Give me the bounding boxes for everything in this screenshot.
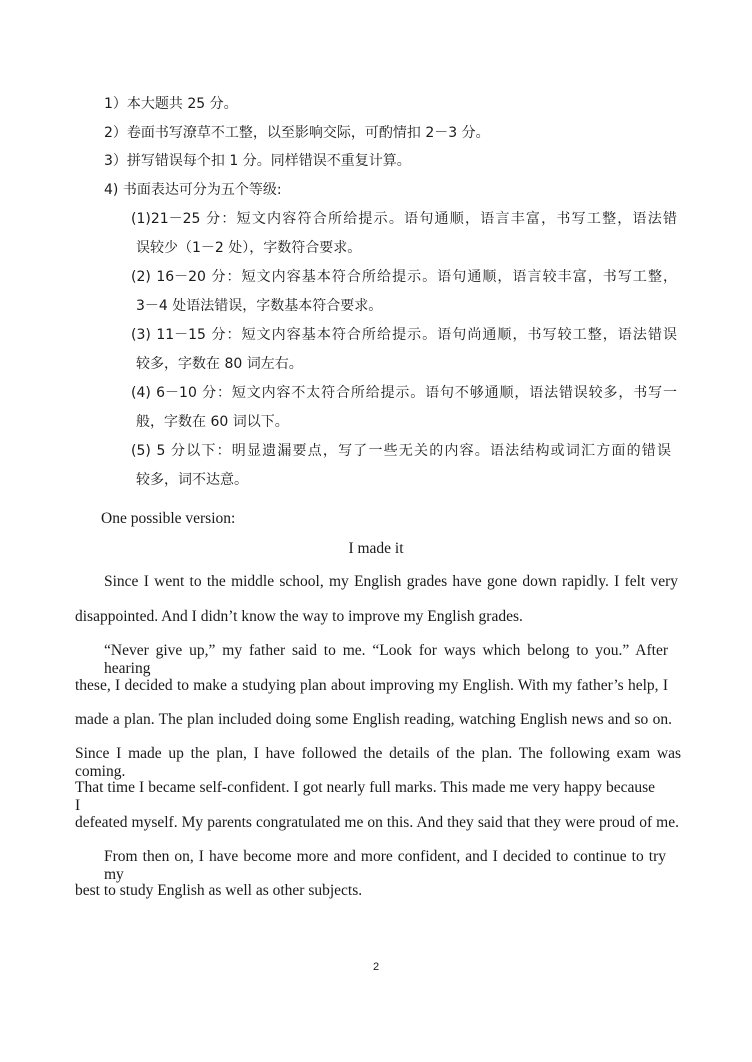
grade-level-1-line-2: 误较少（1－2 处），字数符合要求。 — [136, 240, 362, 256]
essay-line-2: disappointed. And I didn’t know the way to improve my English grades. — [75, 608, 523, 625]
essay-line-7: That time I became self-confident. I got nearly full marks. This made me very happy because I — [75, 779, 655, 814]
grade-level-5-line-1: (5) 5 分以下：明显遗漏要点，写了一些无关的内容。语法结构或词汇方面的错误 — [131, 443, 671, 459]
page-number: 2 — [372, 961, 380, 973]
essay-line-5: made a plan. The plan included doing some English reading, watching English news and so on. — [75, 711, 672, 728]
essay-line-6: Since I made up the plan, I have followed the details of the plan. The following exam was coming. — [75, 745, 681, 780]
grade-level-3-line-1: (3) 11－15 分：短文内容基本符合所给提示。语句尚通顺，书写较工整，语法错误 — [131, 327, 677, 343]
grade-level-4-line-1: (4) 6－10 分：短文内容不太符合所给提示。语句不够通顺，语法错误较多，书写一 — [131, 385, 677, 401]
essay-line-8: defeated myself. My parents congratulated me on this. And they said that they were proud of me. — [75, 814, 679, 831]
rubric-item-1: 1）本大题共 25 分。 — [104, 96, 238, 112]
grade-level-2-line-1: (2) 16－20 分：短文内容基本符合所给提示。语句通顺，语言较丰富，书写工整， — [131, 269, 677, 285]
rubric-item-3: 3）拼写错误每个扣 1 分。同样错误不重复计算。 — [104, 153, 411, 169]
grade-level-4-line-2: 般，字数在 60 词以下。 — [136, 414, 289, 430]
grade-level-2-line-2: 3－4 处语法错误，字数基本符合要求。 — [136, 298, 383, 314]
rubric-item-4: 4) 书面表达可分为五个等级: — [104, 182, 282, 198]
essay-line-3: “Never give up,” my father said to me. “Look for ways which belong to you.” After hearing — [104, 642, 668, 677]
grade-level-3-line-2: 较多，字数在 80 词左右。 — [136, 356, 303, 372]
essay-line-1: Since I went to the middle school, my English grades have gone down rapidly. I felt very — [104, 573, 678, 590]
essay-title: I made it — [348, 540, 404, 557]
grade-level-1-line-1: (1)21－25 分：短文内容符合所给提示。语句通顺，语言丰富，书写工整，语法错 — [131, 211, 677, 227]
essay-line-4: these, I decided to make a studying plan about improving my English. With my father’s help, I — [75, 677, 668, 694]
essay-line-10: best to study English as well as other subjects. — [75, 882, 363, 899]
grade-level-5-line-2: 较多，词不达意。 — [136, 472, 248, 488]
essay-intro: One possible version: — [101, 510, 236, 527]
rubric-item-2: 2）卷面书写潦草不工整，以至影响交际，可酌情扣 2－3 分。 — [104, 125, 490, 141]
essay-line-9: From then on, I have become more and more confident, and I decided to continue to try my — [104, 848, 666, 883]
